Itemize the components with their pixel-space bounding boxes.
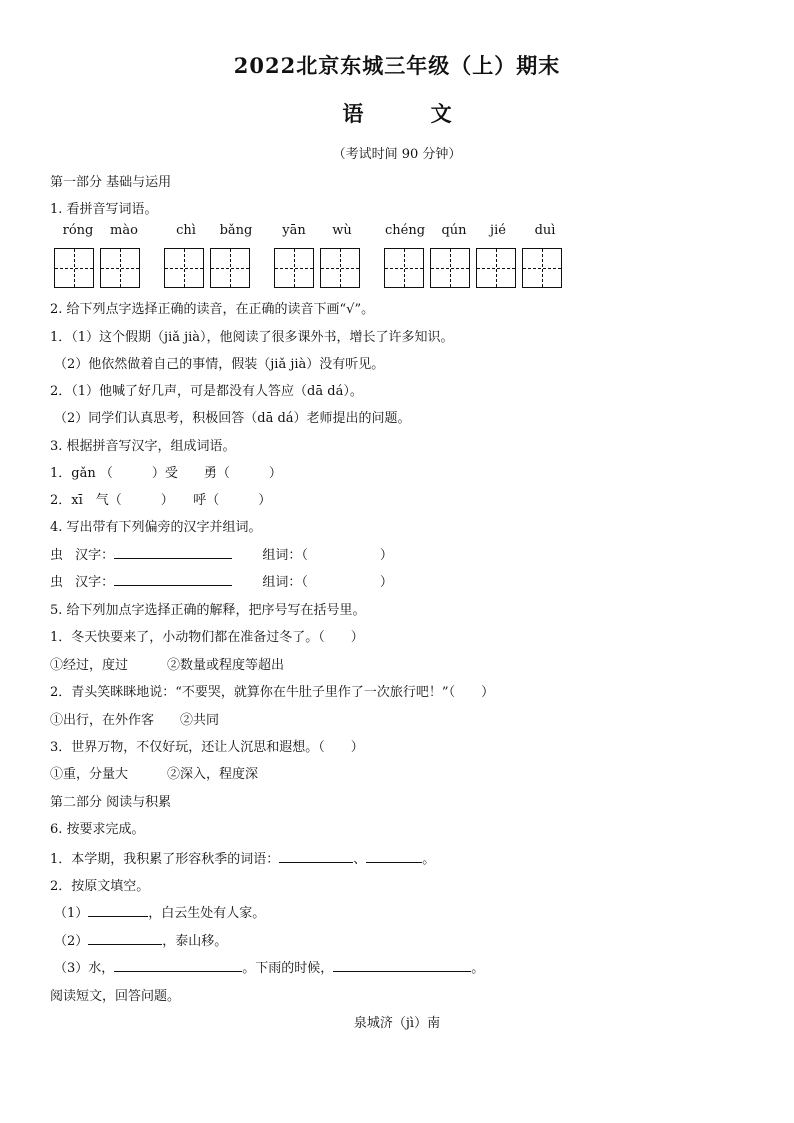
q5-item: 2．青头笑眯眯地说：“不要哭，就算你在牛肚子里作了一次旅行吧！”（ ） bbox=[50, 685, 495, 700]
subject-char-2: 文 bbox=[430, 101, 452, 126]
fill-text: ，白云生处有人家。 bbox=[148, 906, 266, 921]
subject-title bbox=[0, 98, 794, 128]
page-title: 2022北京东城三年级（上）期末 bbox=[233, 53, 561, 78]
part2-heading: 第二部分 阅读与积累 bbox=[50, 795, 172, 810]
exam-time: （考试时间 90 分钟） bbox=[332, 147, 462, 162]
q2-item: （2）同学们认真思考，积极回答（dā dá）老师提出的问题。 bbox=[54, 411, 411, 426]
writing-cell[interactable] bbox=[100, 248, 140, 288]
pinyin-label: duì bbox=[534, 223, 556, 238]
q3-item: 1．gǎn （ ）受 勇（ ） bbox=[50, 466, 282, 481]
fill-line-1 bbox=[54, 902, 265, 921]
q5-options: ①重，分量大 ②深入，程度深 bbox=[50, 767, 259, 782]
q3-stem: 3. 根据拼音写汉字，组成词语。 bbox=[50, 439, 236, 454]
q5-item: 3．世界万物，不仅好玩，还让人沉思和遐想。（ ） bbox=[50, 740, 364, 755]
passage-title: 泉城济（jì）南 bbox=[353, 1016, 441, 1031]
radical: 虫 bbox=[50, 548, 64, 563]
writing-cell[interactable] bbox=[522, 248, 562, 288]
pinyin-label: wù bbox=[332, 223, 352, 238]
reading-intro: 阅读短文，回答问题。 bbox=[50, 989, 181, 1004]
hanzi-label: 汉字： bbox=[75, 548, 115, 563]
writing-cell[interactable] bbox=[320, 248, 360, 288]
ciyu-close: ） bbox=[379, 548, 393, 563]
separator: 、 bbox=[353, 852, 367, 867]
part1-heading: 第一部分 基础与运用 bbox=[50, 175, 172, 190]
period: 。 bbox=[422, 852, 436, 867]
fill-number: （2） bbox=[54, 934, 89, 949]
fill-line-3 bbox=[54, 957, 484, 976]
q5-options: ①经过，度过 ②数量或程度等超出 bbox=[50, 658, 285, 673]
q2-item: 2．（1）他喊了好几声，可是都没有人答应（dā dá）。 bbox=[50, 384, 363, 399]
fill-line-2 bbox=[54, 930, 227, 949]
q2-stem: 2. 给下列点字选择正确的读音，在正确的读音下画“√”。 bbox=[50, 302, 375, 317]
pinyin-label: yān bbox=[282, 223, 306, 238]
pinyin-label: bǎng bbox=[219, 223, 253, 238]
q3-item: 2．xī 气（ ） 呼（ ） bbox=[50, 493, 272, 508]
fill-number: （3）水， bbox=[54, 961, 115, 976]
pinyin-label: jié bbox=[490, 223, 506, 238]
writing-cell[interactable] bbox=[274, 248, 314, 288]
q2-item: （2）他依然做着自己的事情，假装（jiǎ jià）没有听见。 bbox=[54, 357, 385, 372]
q6-stem: 6. 按要求完成。 bbox=[50, 822, 145, 837]
q5-item: 1．冬天快要来了，小动物们都在准备过冬了。（ ） bbox=[50, 630, 364, 645]
q4-stem: 4. 写出带有下列偏旁的汉字并组词。 bbox=[50, 520, 262, 535]
fill-text: ，泰山移。 bbox=[162, 934, 228, 949]
pinyin-label: qún bbox=[441, 223, 467, 238]
pinyin-label: róng bbox=[62, 223, 94, 238]
q6-item2: 2．按原文填空。 bbox=[50, 879, 150, 894]
writing-grid-word-1[interactable] bbox=[54, 248, 140, 288]
writing-cell[interactable] bbox=[430, 248, 470, 288]
writing-cell[interactable] bbox=[210, 248, 250, 288]
text-blank-3b[interactable] bbox=[333, 958, 471, 972]
q5-options: ①出行，在外作客 ②共同 bbox=[50, 713, 220, 728]
writing-cell[interactable] bbox=[54, 248, 94, 288]
subject-char-1: 语 bbox=[342, 101, 364, 126]
writing-cell[interactable] bbox=[164, 248, 204, 288]
radical: 虫 bbox=[50, 575, 64, 590]
ciyu-label: 组词：（ bbox=[262, 548, 308, 563]
fill-number: （1） bbox=[54, 906, 89, 921]
writing-cell[interactable] bbox=[476, 248, 516, 288]
writing-grid-word-4[interactable] bbox=[384, 248, 562, 288]
autumn-word-blank-1[interactable] bbox=[279, 849, 353, 863]
text-blank-3a[interactable] bbox=[114, 958, 242, 972]
poem-blank-2[interactable] bbox=[88, 931, 162, 945]
pinyin-label: chì bbox=[176, 223, 196, 238]
pinyin-label: chéng bbox=[384, 223, 426, 238]
writing-grid-word-3[interactable] bbox=[274, 248, 360, 288]
poem-blank-1[interactable] bbox=[88, 903, 148, 917]
hanzi-label: 汉字： bbox=[75, 575, 115, 590]
q4-row bbox=[50, 571, 393, 590]
writing-cell[interactable] bbox=[384, 248, 424, 288]
q5-stem: 5. 给下列加点字选择正确的解释，把序号写在括号里。 bbox=[50, 603, 366, 618]
q2-item: 1．（1）这个假期（jiǎ jià），他阅读了很多课外书，增长了许多知识。 bbox=[50, 330, 454, 345]
hanzi-blank[interactable] bbox=[114, 572, 232, 586]
hanzi-blank[interactable] bbox=[114, 545, 232, 559]
q6-item1 bbox=[50, 848, 435, 867]
pinyin-label: mào bbox=[110, 223, 138, 238]
ciyu-close: ） bbox=[379, 575, 393, 590]
fill-text: 。下雨的时候， bbox=[242, 961, 334, 976]
autumn-word-blank-2[interactable] bbox=[366, 849, 422, 863]
ciyu-label: 组词：（ bbox=[262, 575, 308, 590]
q6-item1-prefix: 1．本学期，我积累了形容秋季的词语： bbox=[50, 852, 280, 867]
writing-grid-word-2[interactable] bbox=[164, 248, 250, 288]
q1-stem: 1. 看拼音写词语。 bbox=[50, 202, 158, 217]
q4-row bbox=[50, 544, 393, 563]
period: 。 bbox=[471, 961, 485, 976]
